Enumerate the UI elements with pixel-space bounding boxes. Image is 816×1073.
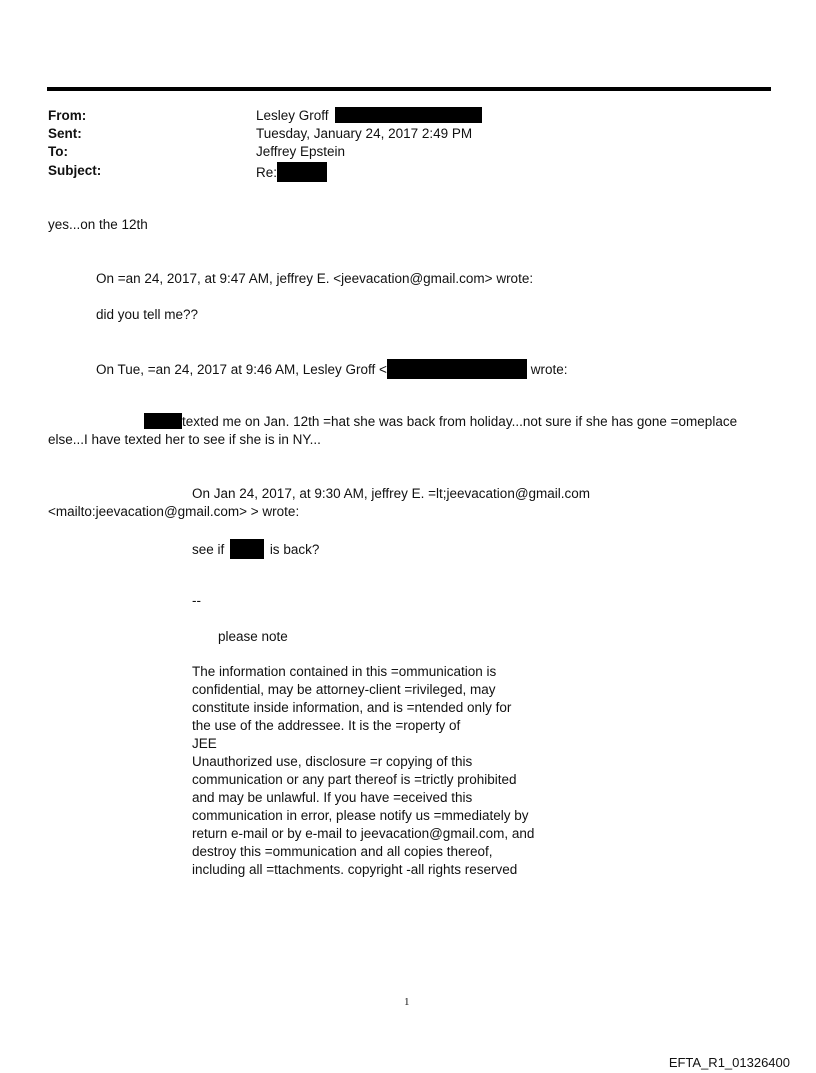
signature-separator: -- (192, 593, 201, 608)
reply-text: yes...on the 12th (48, 217, 148, 232)
subject-value (256, 162, 327, 182)
to-value: Jeffrey Epstein (256, 144, 346, 159)
redaction-block (230, 539, 264, 559)
to-label: To: (48, 144, 68, 159)
disclaimer-line: and may be unlawful. If you have =eceived this (192, 790, 473, 805)
quote2-header-start: On Tue, =an 24, 2017 at 9:46 AM, Lesley Groff < (96, 362, 387, 377)
quote3-header-line2: <mailto:jeevacation@gmail.com> > wrote: (48, 504, 300, 519)
subject-text: Re: (256, 165, 278, 180)
from-label: From: (48, 108, 87, 123)
bates-number: EFTA_R1_01326400 (668, 1055, 790, 1070)
subject-label: Subject: (48, 163, 102, 178)
disclaimer-line: communication or any part thereof is =trictly prohibited (192, 772, 517, 787)
quote3-text-end: is back? (269, 542, 320, 557)
disclaimer-line: return e-mail or by e-mail to jeevacation@gmail.com, and (192, 826, 535, 841)
disclaimer-line: The information contained in this =ommunication is (192, 664, 497, 679)
disclaimer-line: communication in error, please notify us =mmediately by (192, 808, 529, 823)
redaction-block (335, 107, 482, 123)
disclaimer-line: JEE (192, 736, 217, 751)
page-number: 1 (404, 996, 410, 1008)
disclaimer-line: destroy this =ommunication and all copies thereof, (192, 844, 493, 859)
redaction-block (387, 359, 527, 379)
sent-label: Sent: (48, 126, 82, 141)
quote1-header: On =an 24, 2017, at 9:47 AM, jeffrey E. <jeevacation@gmail.com> wrote: (96, 271, 534, 286)
quote2-text (48, 413, 737, 431)
quote2-header (96, 359, 567, 379)
header-rule (47, 87, 771, 91)
confidentiality-disclaimer (192, 663, 552, 879)
sent-value: Tuesday, January 24, 2017 2:49 PM (256, 126, 473, 141)
quote2-header-end: wrote: (530, 362, 568, 377)
quote3-header-line1: On Jan 24, 2017, at 9:30 AM, jeffrey E. =lt;jeevacation@gmail.com (192, 486, 591, 501)
disclaimer-line: confidential, may be attorney-client =rivileged, may (192, 682, 496, 697)
disclaimer-line: constitute inside information, and is =ntended only for (192, 700, 512, 715)
redaction-block (277, 162, 327, 182)
quote3-text-start: see if (192, 542, 225, 557)
redaction-block (144, 413, 182, 429)
disclaimer-line: the use of the addressee. It is the =roperty of (192, 718, 461, 733)
quote2-text-line1: texted me on Jan. 12th =hat she was back from holiday...not sure if she has gone =omeplace (182, 414, 738, 429)
quote3-text (192, 539, 319, 559)
disclaimer-line: including all =ttachments. copyright -all rights reserved (192, 862, 518, 877)
quote1-text: did you tell me?? (96, 307, 199, 322)
from-value (256, 107, 482, 125)
from-name: Lesley Groff (256, 108, 329, 123)
quote2-text-line2: else...I have texted her to see if she is in NY... (48, 432, 321, 447)
disclaimer-line: Unauthorized use, disclosure =r copying of this (192, 754, 473, 769)
please-note: please note (218, 629, 288, 644)
